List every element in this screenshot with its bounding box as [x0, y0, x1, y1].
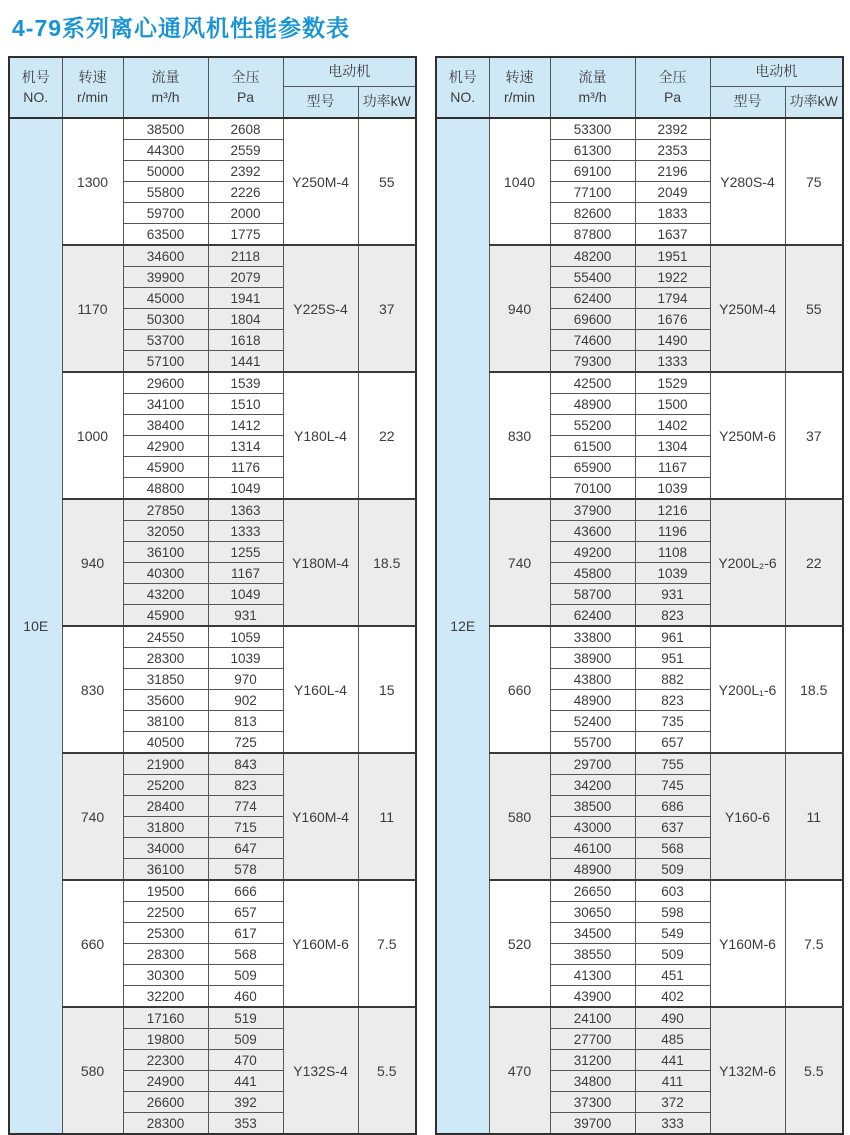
model-cell: Y132M-6 — [710, 1007, 785, 1134]
flow-cell: 37900 — [550, 499, 635, 521]
flow-cell: 38400 — [123, 415, 208, 436]
flow-cell: 28300 — [123, 648, 208, 669]
model-cell: Y250M-6 — [710, 372, 785, 499]
pressure-cell: 1510 — [208, 394, 283, 415]
header-flow-unit: m³/h — [151, 88, 180, 105]
pressure-cell: 1412 — [208, 415, 283, 436]
speed-cell: 580 — [62, 1007, 123, 1134]
table-row — [436, 880, 843, 902]
model-cell: Y160-6 — [710, 753, 785, 880]
flow-cell: 27700 — [550, 1029, 635, 1050]
pressure-cell: 485 — [635, 1029, 710, 1050]
flow-cell: 24100 — [550, 1007, 635, 1029]
flow-cell: 48900 — [550, 859, 635, 881]
flow-cell: 50000 — [123, 161, 208, 182]
pressure-cell: 603 — [635, 880, 710, 902]
table-row — [9, 880, 416, 902]
flow-cell: 45000 — [123, 288, 208, 309]
table-row — [9, 118, 416, 140]
flow-cell: 28300 — [123, 1113, 208, 1135]
flow-cell: 17160 — [123, 1007, 208, 1029]
flow-cell: 55400 — [550, 267, 635, 288]
page-title: 4-79系列离心通风机性能参数表 — [12, 15, 351, 41]
flow-cell: 28400 — [123, 796, 208, 817]
flow-cell: 26650 — [550, 880, 635, 902]
pressure-cell: 509 — [208, 965, 283, 986]
flow-cell: 40300 — [123, 563, 208, 584]
header-flow — [123, 57, 208, 118]
pressure-cell: 509 — [208, 1029, 283, 1050]
header-flow — [550, 57, 635, 118]
pressure-cell: 1922 — [635, 267, 710, 288]
pressure-cell: 666 — [208, 880, 283, 902]
flow-cell: 55700 — [550, 732, 635, 754]
power-cell: 37 — [785, 372, 843, 499]
header-flow-label: 流量 — [578, 68, 607, 85]
power-cell: 75 — [785, 118, 843, 245]
pressure-cell: 353 — [208, 1113, 283, 1135]
machine-no-cell: 10E — [9, 118, 62, 1134]
pressure-cell: 372 — [635, 1092, 710, 1113]
pressure-cell: 1196 — [635, 521, 710, 542]
pressure-cell: 1833 — [635, 203, 710, 224]
flow-cell: 38100 — [123, 711, 208, 732]
flow-cell: 48900 — [550, 690, 635, 711]
header-speed-unit: r/min — [76, 88, 109, 105]
header-model: 型号 — [710, 87, 785, 119]
power-cell: 15 — [358, 626, 416, 753]
flow-cell: 39700 — [550, 1113, 635, 1135]
speed-cell: 660 — [62, 880, 123, 1007]
flow-cell: 37300 — [550, 1092, 635, 1113]
flow-cell: 29700 — [550, 753, 635, 775]
speed-cell: 740 — [489, 499, 550, 626]
power-cell: 7.5 — [358, 880, 416, 1007]
header-machine-no-label: 机号 — [448, 68, 477, 85]
speed-cell: 1040 — [489, 118, 550, 245]
table-row — [9, 626, 416, 648]
header-model: 型号 — [283, 87, 358, 119]
table-row — [436, 118, 843, 140]
header-speed-label: 转速 — [78, 68, 107, 85]
pressure-cell: 1618 — [208, 330, 283, 351]
pressure-cell: 1441 — [208, 351, 283, 373]
model-cell: Y160M-4 — [283, 753, 358, 880]
pressure-cell: 470 — [208, 1050, 283, 1071]
flow-cell: 63500 — [123, 224, 208, 246]
header-speed-unit: r/min — [503, 88, 536, 105]
pressure-cell: 568 — [208, 944, 283, 965]
speed-cell: 940 — [489, 245, 550, 372]
flow-cell: 34800 — [550, 1071, 635, 1092]
flow-cell: 45900 — [123, 457, 208, 478]
flow-cell: 49200 — [550, 542, 635, 563]
table-row — [9, 499, 416, 521]
header-speed-label: 转速 — [505, 68, 534, 85]
pressure-cell: 2353 — [635, 140, 710, 161]
model-cell: Y280S-4 — [710, 118, 785, 245]
pressure-cell: 1216 — [635, 499, 710, 521]
header-pressure-unit: Pa — [236, 88, 255, 105]
power-cell: 5.5 — [785, 1007, 843, 1134]
table-header — [9, 57, 416, 118]
model-cell: Y132S-4 — [283, 1007, 358, 1134]
flow-cell: 70100 — [550, 478, 635, 500]
pressure-cell: 1255 — [208, 542, 283, 563]
pressure-cell: 2049 — [635, 182, 710, 203]
speed-cell: 830 — [489, 372, 550, 499]
pressure-cell: 1539 — [208, 372, 283, 394]
pressure-cell: 578 — [208, 859, 283, 881]
flow-cell: 31800 — [123, 817, 208, 838]
machine-no-cell: 12E — [436, 118, 489, 1134]
pressure-cell: 1951 — [635, 245, 710, 267]
flow-cell: 59700 — [123, 203, 208, 224]
flow-cell: 61300 — [550, 140, 635, 161]
pressure-cell: 451 — [635, 965, 710, 986]
pressure-cell: 1402 — [635, 415, 710, 436]
flow-cell: 24900 — [123, 1071, 208, 1092]
pressure-cell: 961 — [635, 626, 710, 648]
power-cell: 7.5 — [785, 880, 843, 1007]
header-speed — [489, 57, 550, 118]
pressure-cell: 392 — [208, 1092, 283, 1113]
flow-cell: 26600 — [123, 1092, 208, 1113]
flow-cell: 45900 — [123, 605, 208, 627]
power-cell: 5.5 — [358, 1007, 416, 1134]
power-cell: 11 — [785, 753, 843, 880]
table-row — [436, 626, 843, 648]
header-speed — [62, 57, 123, 118]
model-cell: Y250M-4 — [710, 245, 785, 372]
pressure-cell: 1804 — [208, 309, 283, 330]
pressure-cell: 2392 — [208, 161, 283, 182]
pressure-cell: 2226 — [208, 182, 283, 203]
pressure-cell: 1039 — [635, 478, 710, 500]
flow-cell: 38500 — [123, 118, 208, 140]
pressure-cell: 647 — [208, 838, 283, 859]
flow-cell: 45800 — [550, 563, 635, 584]
pressure-cell: 441 — [635, 1050, 710, 1071]
flow-cell: 38500 — [550, 796, 635, 817]
pressure-cell: 2118 — [208, 245, 283, 267]
flow-cell: 38550 — [550, 944, 635, 965]
table-row — [9, 245, 416, 267]
pressure-cell: 1500 — [635, 394, 710, 415]
model-cell: Y180M-4 — [283, 499, 358, 626]
pressure-cell: 1637 — [635, 224, 710, 246]
pressure-cell: 460 — [208, 986, 283, 1008]
header-machine-no — [436, 57, 489, 118]
flow-cell: 34600 — [123, 245, 208, 267]
flow-cell: 48200 — [550, 245, 635, 267]
pressure-cell: 1049 — [208, 478, 283, 500]
flow-cell: 43000 — [550, 817, 635, 838]
pressure-cell: 2000 — [208, 203, 283, 224]
speed-cell: 830 — [62, 626, 123, 753]
flow-cell: 38900 — [550, 648, 635, 669]
pressure-cell: 1333 — [635, 351, 710, 373]
header-power: 功率kW — [358, 87, 416, 119]
flow-cell: 30300 — [123, 965, 208, 986]
flow-cell: 69600 — [550, 309, 635, 330]
pressure-cell: 1363 — [208, 499, 283, 521]
flow-cell: 39900 — [123, 267, 208, 288]
pressure-cell: 715 — [208, 817, 283, 838]
pressure-cell: 882 — [635, 669, 710, 690]
speed-cell: 1000 — [62, 372, 123, 499]
flow-cell: 77100 — [550, 182, 635, 203]
table-row — [9, 753, 416, 775]
pressure-cell: 823 — [208, 775, 283, 796]
pressure-cell: 402 — [635, 986, 710, 1008]
header-flow-unit: m³/h — [578, 88, 607, 105]
table-row — [436, 1007, 843, 1029]
pressure-cell: 657 — [208, 902, 283, 923]
flow-cell: 65900 — [550, 457, 635, 478]
pressure-cell: 1775 — [208, 224, 283, 246]
model-cell: Y200L₁-6 — [710, 626, 785, 753]
speed-cell: 1300 — [62, 118, 123, 245]
flow-cell: 34100 — [123, 394, 208, 415]
flow-cell: 36100 — [123, 542, 208, 563]
flow-cell: 43800 — [550, 669, 635, 690]
header-flow-label: 流量 — [151, 68, 180, 85]
flow-cell: 34000 — [123, 838, 208, 859]
flow-cell: 21900 — [123, 753, 208, 775]
power-cell: 22 — [358, 372, 416, 499]
pressure-cell: 931 — [208, 605, 283, 627]
table-row — [436, 372, 843, 394]
pressure-cell: 1176 — [208, 457, 283, 478]
flow-cell: 43900 — [550, 986, 635, 1008]
pressure-cell: 1049 — [208, 584, 283, 605]
pressure-cell: 725 — [208, 732, 283, 754]
speed-cell: 940 — [62, 499, 123, 626]
speed-cell: 520 — [489, 880, 550, 1007]
pressure-cell: 1167 — [208, 563, 283, 584]
table-body — [9, 118, 416, 1134]
flow-cell: 43200 — [123, 584, 208, 605]
flow-cell: 42900 — [123, 436, 208, 457]
flow-cell: 30650 — [550, 902, 635, 923]
pressure-cell: 2392 — [635, 118, 710, 140]
pressure-cell: 598 — [635, 902, 710, 923]
pressure-cell: 1039 — [635, 563, 710, 584]
pressure-cell: 2196 — [635, 161, 710, 182]
pressure-cell: 1794 — [635, 288, 710, 309]
speed-cell: 660 — [489, 626, 550, 753]
pressure-cell: 1167 — [635, 457, 710, 478]
header-power: 功率kW — [785, 87, 843, 119]
pressure-cell: 1039 — [208, 648, 283, 669]
table-header — [436, 57, 843, 118]
pressure-cell: 843 — [208, 753, 283, 775]
power-cell: 55 — [785, 245, 843, 372]
flow-cell: 29600 — [123, 372, 208, 394]
pressure-cell: 931 — [635, 584, 710, 605]
pressure-cell: 637 — [635, 817, 710, 838]
pressure-cell: 568 — [635, 838, 710, 859]
pressure-cell: 2079 — [208, 267, 283, 288]
header-motor: 电动机 — [710, 57, 843, 87]
speed-cell: 1170 — [62, 245, 123, 372]
flow-cell: 62400 — [550, 288, 635, 309]
flow-cell: 42500 — [550, 372, 635, 394]
model-cell: Y250M-4 — [283, 118, 358, 245]
flow-cell: 40500 — [123, 732, 208, 754]
pressure-cell: 441 — [208, 1071, 283, 1092]
pressure-cell: 951 — [635, 648, 710, 669]
flow-cell: 53700 — [123, 330, 208, 351]
model-cell: Y160M-6 — [283, 880, 358, 1007]
flow-cell: 79300 — [550, 351, 635, 373]
tables-row — [8, 56, 850, 1135]
flow-cell: 50300 — [123, 309, 208, 330]
flow-cell: 74600 — [550, 330, 635, 351]
flow-cell: 48900 — [550, 394, 635, 415]
flow-cell: 36100 — [123, 859, 208, 881]
pressure-cell: 509 — [635, 944, 710, 965]
pressure-cell: 657 — [635, 732, 710, 754]
power-cell: 22 — [785, 499, 843, 626]
flow-cell: 43600 — [550, 521, 635, 542]
flow-cell: 55800 — [123, 182, 208, 203]
table-row — [9, 1007, 416, 1029]
header-pressure — [208, 57, 283, 118]
flow-cell: 32050 — [123, 521, 208, 542]
table-row — [436, 753, 843, 775]
flow-cell: 34200 — [550, 775, 635, 796]
flow-cell: 69100 — [550, 161, 635, 182]
flow-cell: 46100 — [550, 838, 635, 859]
flow-cell: 22300 — [123, 1050, 208, 1071]
flow-cell: 27850 — [123, 499, 208, 521]
model-cell: Y180L-4 — [283, 372, 358, 499]
table-row — [436, 245, 843, 267]
pressure-cell: 970 — [208, 669, 283, 690]
flow-cell: 48800 — [123, 478, 208, 500]
header-pressure — [635, 57, 710, 118]
flow-cell: 61500 — [550, 436, 635, 457]
flow-cell: 52400 — [550, 711, 635, 732]
spec-table-left — [8, 56, 417, 1135]
table-body — [436, 118, 843, 1134]
model-cell: Y160L-4 — [283, 626, 358, 753]
pressure-cell: 1676 — [635, 309, 710, 330]
power-cell: 11 — [358, 753, 416, 880]
pressure-cell: 1314 — [208, 436, 283, 457]
model-cell: Y225S-4 — [283, 245, 358, 372]
flow-cell: 32200 — [123, 986, 208, 1008]
pressure-cell: 617 — [208, 923, 283, 944]
flow-cell: 25200 — [123, 775, 208, 796]
pressure-cell: 509 — [635, 859, 710, 881]
model-cell: Y200L₂-6 — [710, 499, 785, 626]
header-machine-no — [9, 57, 62, 118]
spec-table-right — [435, 56, 844, 1135]
flow-cell: 57100 — [123, 351, 208, 373]
flow-cell: 44300 — [123, 140, 208, 161]
flow-cell: 62400 — [550, 605, 635, 627]
pressure-cell: 549 — [635, 923, 710, 944]
power-cell: 18.5 — [785, 626, 843, 753]
pressure-cell: 2559 — [208, 140, 283, 161]
pressure-cell: 813 — [208, 711, 283, 732]
pressure-cell: 902 — [208, 690, 283, 711]
pressure-cell: 735 — [635, 711, 710, 732]
pressure-cell: 755 — [635, 753, 710, 775]
pressure-cell: 774 — [208, 796, 283, 817]
header-motor: 电动机 — [283, 57, 416, 87]
flow-cell: 41300 — [550, 965, 635, 986]
header-machine-no-sub: NO. — [23, 88, 49, 105]
pressure-cell: 1529 — [635, 372, 710, 394]
flow-cell: 34500 — [550, 923, 635, 944]
header-machine-no-sub: NO. — [450, 88, 476, 105]
flow-cell: 25300 — [123, 923, 208, 944]
flow-cell: 58700 — [550, 584, 635, 605]
table-row — [9, 372, 416, 394]
flow-cell: 87800 — [550, 224, 635, 246]
flow-cell: 19800 — [123, 1029, 208, 1050]
pressure-cell: 490 — [635, 1007, 710, 1029]
power-cell: 18.5 — [358, 499, 416, 626]
pressure-cell: 1490 — [635, 330, 710, 351]
speed-cell: 470 — [489, 1007, 550, 1134]
pressure-cell: 333 — [635, 1113, 710, 1135]
header-pressure-label: 全压 — [658, 68, 687, 85]
flow-cell: 24550 — [123, 626, 208, 648]
flow-cell: 28300 — [123, 944, 208, 965]
power-cell: 55 — [358, 118, 416, 245]
table-row — [436, 499, 843, 521]
flow-cell: 55200 — [550, 415, 635, 436]
header-pressure-unit: Pa — [663, 88, 682, 105]
header-pressure-label: 全压 — [231, 68, 260, 85]
pressure-cell: 411 — [635, 1071, 710, 1092]
speed-cell: 580 — [489, 753, 550, 880]
pressure-cell: 1108 — [635, 542, 710, 563]
pressure-cell: 1333 — [208, 521, 283, 542]
flow-cell: 35600 — [123, 690, 208, 711]
pressure-cell: 1059 — [208, 626, 283, 648]
speed-cell: 740 — [62, 753, 123, 880]
pressure-cell: 1304 — [635, 436, 710, 457]
flow-cell: 53300 — [550, 118, 635, 140]
flow-cell: 19500 — [123, 880, 208, 902]
pressure-cell: 686 — [635, 796, 710, 817]
pressure-cell: 1941 — [208, 288, 283, 309]
flow-cell: 33800 — [550, 626, 635, 648]
flow-cell: 31850 — [123, 669, 208, 690]
pressure-cell: 823 — [635, 690, 710, 711]
pressure-cell: 823 — [635, 605, 710, 627]
model-cell: Y160M-6 — [710, 880, 785, 1007]
pressure-cell: 519 — [208, 1007, 283, 1029]
flow-cell: 22500 — [123, 902, 208, 923]
power-cell: 37 — [358, 245, 416, 372]
flow-cell: 82600 — [550, 203, 635, 224]
header-machine-no-label: 机号 — [21, 68, 50, 85]
pressure-cell: 745 — [635, 775, 710, 796]
flow-cell: 31200 — [550, 1050, 635, 1071]
pressure-cell: 2608 — [208, 118, 283, 140]
